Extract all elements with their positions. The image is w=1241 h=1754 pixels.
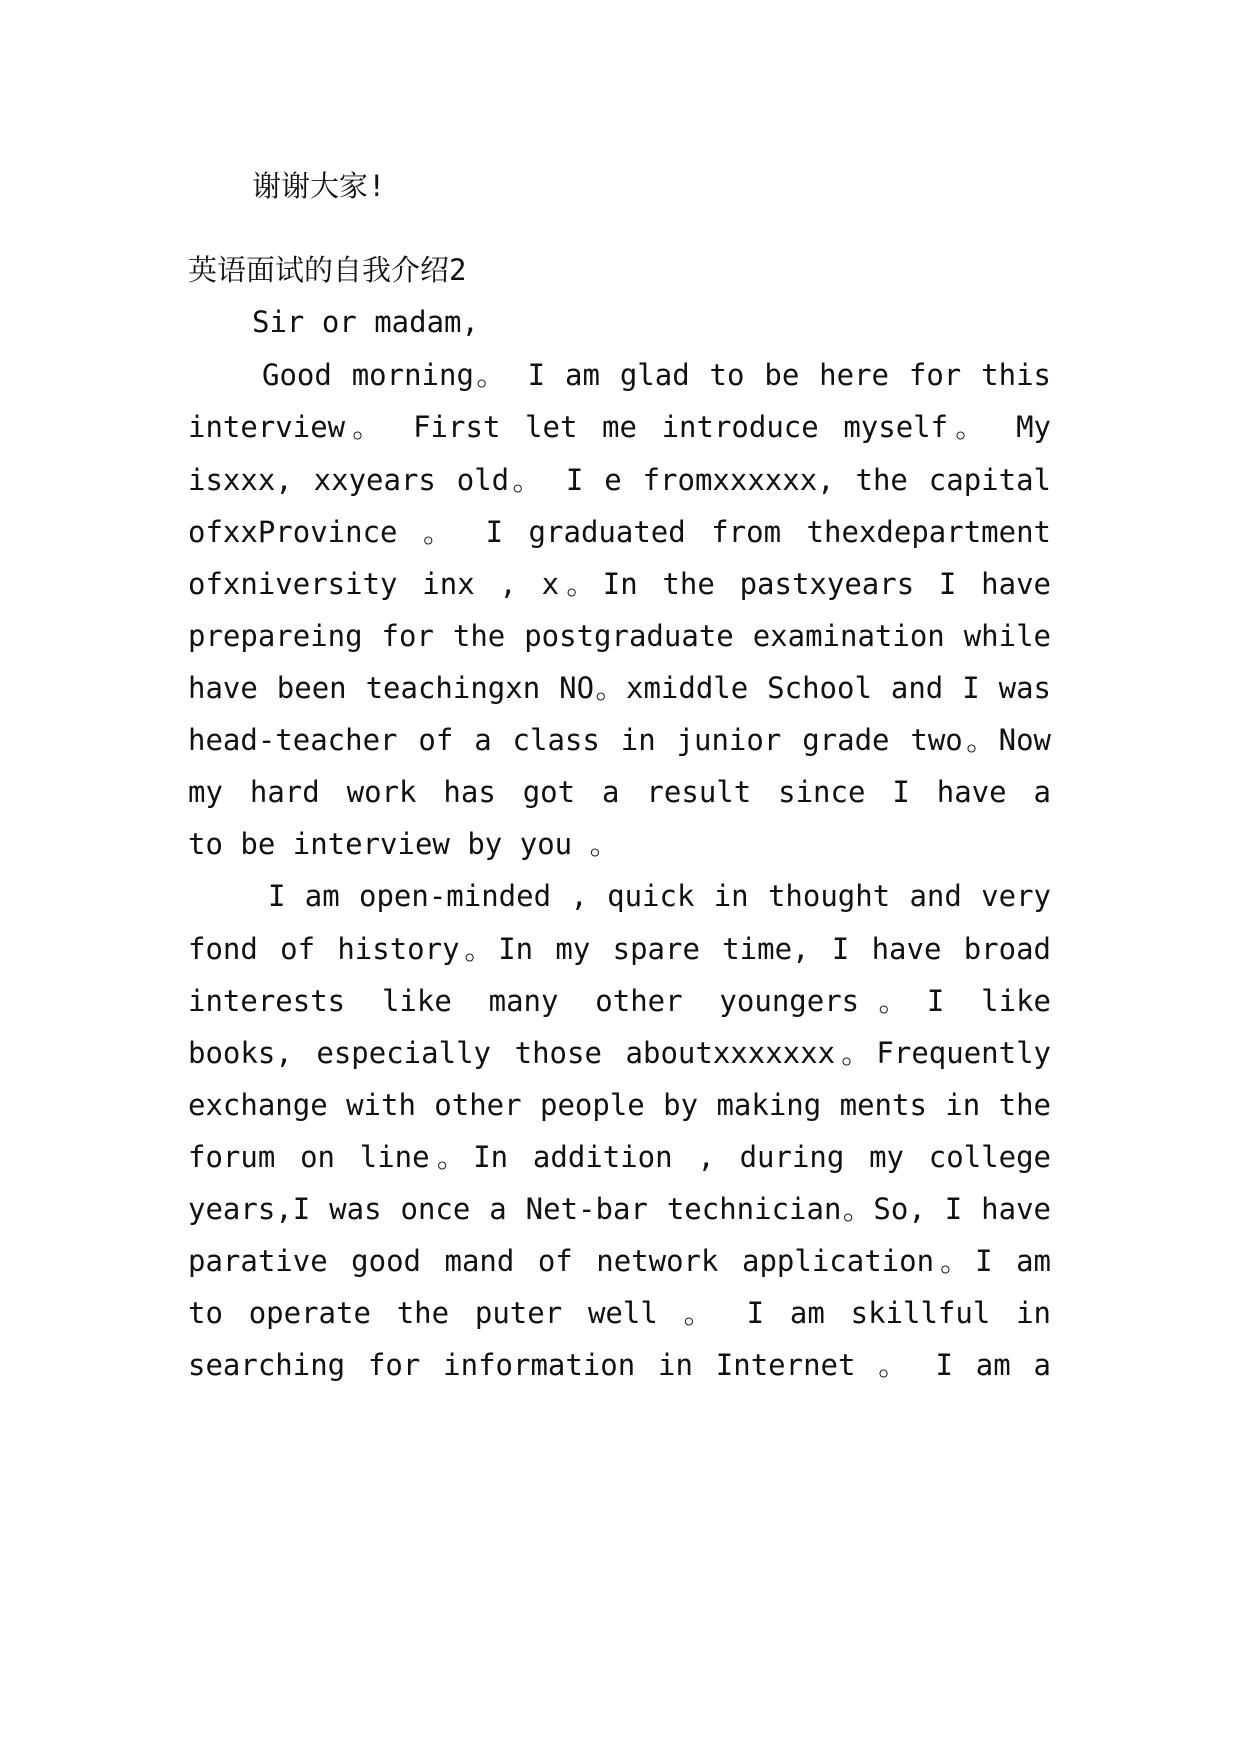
paragraph-line: forum on line。In addition , during my college (188, 1140, 1051, 1174)
paragraph-line: exchange with other people by making ments in the (188, 1088, 1051, 1122)
paragraph-line: prepareing for the postgraduate examination while (188, 619, 1051, 653)
paragraph-line: Good morning。 I am glad to be here for this (262, 358, 1051, 392)
salutation: Sir or madam, (252, 305, 479, 339)
paragraph-line: head-teacher of a class in junior grade two。Now (188, 723, 1051, 757)
paragraph-line: parative good mand of network application。I am (188, 1244, 1051, 1278)
paragraph-line: isxxx, xxyears old。 I e fromxxxxxx, the capital (188, 463, 1051, 497)
paragraph-line: books, especially those aboutxxxxxxx。Frequently (188, 1036, 1051, 1070)
paragraph-line: to operate the puter well 。 I am skillful in (188, 1296, 1051, 1330)
paragraph-line: years,I was once a Net-bar technician。So, I have (188, 1192, 1051, 1226)
paragraph-line: interests like many other youngers。I like (188, 984, 1051, 1018)
paragraph-line: ofxniversity inx , x。In the pastxyears I have (188, 567, 1051, 601)
paragraph-line: fond of history。In my spare time, I have broad (188, 932, 1051, 966)
section-heading: 英语面试的自我介绍2 (188, 253, 467, 287)
paragraph-line: to be interview by you 。 (188, 827, 619, 861)
paragraph-line: have been teachingxn NO。xmiddle School and I was (188, 671, 1051, 705)
closing-line: 谢谢大家! (252, 169, 386, 203)
paragraph-line: I am open-minded , quick in thought and very (268, 879, 1051, 913)
paragraph-line: interview。 First let me introduce myself。 My (188, 410, 1051, 444)
paragraph-line: my hard work has got a result since I have a (188, 775, 1051, 809)
paragraph-line: searching for information in Internet 。 I am a (188, 1348, 1051, 1382)
paragraph-line: ofxxProvince 。 I graduated from thexdepartment (188, 515, 1051, 549)
